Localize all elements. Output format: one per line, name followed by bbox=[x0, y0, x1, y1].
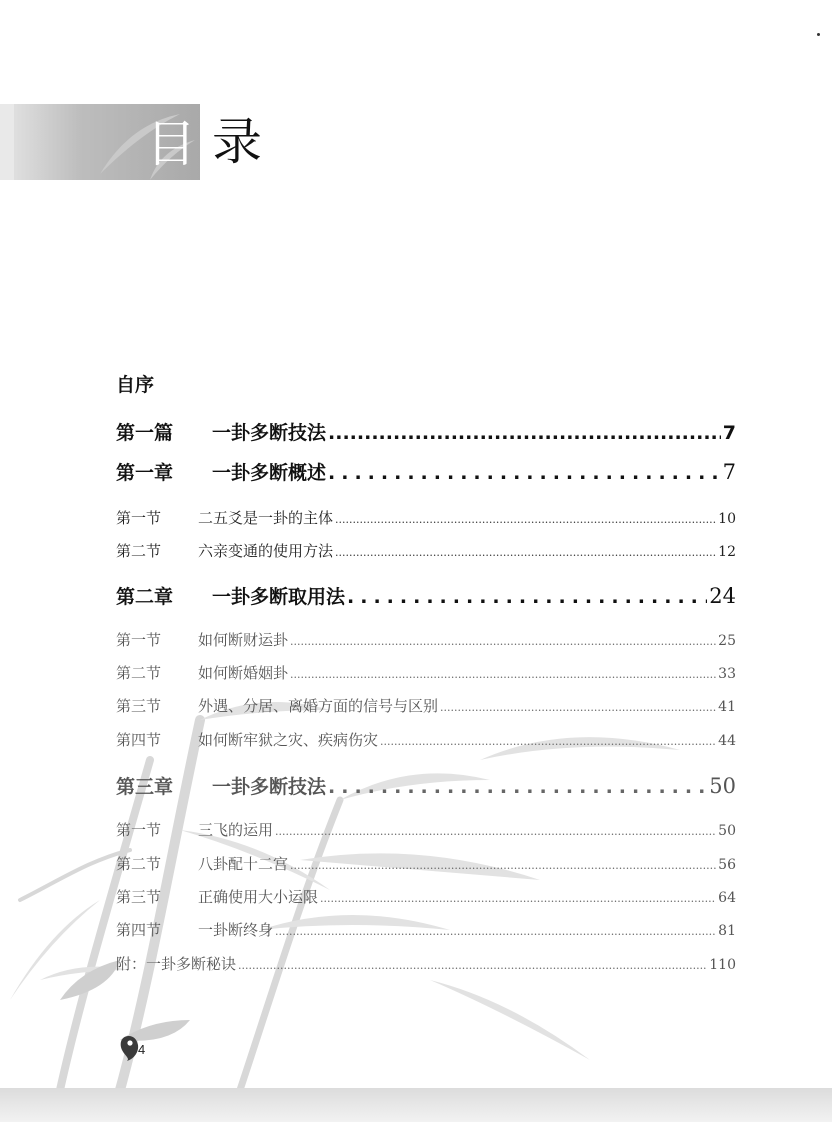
section-page: 44 bbox=[718, 733, 736, 749]
section-title: 如何断牢狱之灾、疾病伤灾 bbox=[198, 731, 379, 749]
chapter-number: 第三章 bbox=[116, 776, 174, 798]
toc-section-entry bbox=[116, 886, 736, 907]
chapter-title: 一卦多断概述 bbox=[212, 462, 327, 484]
chapter-page: 24 bbox=[709, 584, 736, 608]
section-number: 第二节 bbox=[116, 664, 162, 682]
section-number: 第四节 bbox=[116, 731, 162, 749]
chapter-number: 第二章 bbox=[116, 586, 174, 608]
toc-chapter-entry bbox=[116, 582, 736, 609]
section-number: 第三节 bbox=[116, 697, 162, 715]
part-number: 第一篇 bbox=[116, 422, 174, 444]
toc-section-entry bbox=[116, 729, 736, 750]
chapter-number: 第一章 bbox=[116, 462, 174, 484]
leader-dots bbox=[347, 586, 707, 608]
section-title: 三飞的运用 bbox=[198, 821, 274, 839]
toc-section-entry bbox=[116, 919, 736, 940]
toc-part-entry bbox=[116, 418, 736, 445]
section-page: 50 bbox=[718, 823, 736, 839]
leader-dots bbox=[328, 462, 721, 484]
chapter-title: 一卦多断取用法 bbox=[212, 586, 346, 608]
chapter-page: 7 bbox=[722, 460, 736, 484]
page-title-char-1: 目 bbox=[146, 115, 196, 173]
section-title: 如何断财运卦 bbox=[198, 631, 289, 649]
section-page: 33 bbox=[718, 666, 736, 682]
leader-dots bbox=[335, 513, 716, 526]
section-number: 第一节 bbox=[116, 821, 162, 839]
section-title: 六亲变通的使用方法 bbox=[198, 542, 334, 560]
toc-section-entry bbox=[116, 540, 736, 561]
leader-dots bbox=[275, 925, 716, 938]
section-number: 第一节 bbox=[116, 631, 162, 649]
toc-chapter-entry bbox=[116, 772, 736, 799]
section-page: 10 bbox=[718, 511, 736, 527]
leader-dots bbox=[328, 422, 721, 444]
section-title: 正确使用大小运限 bbox=[198, 888, 319, 906]
page-bottom-shadow bbox=[0, 1088, 832, 1122]
section-title: 八卦配十二宫 bbox=[198, 855, 289, 873]
toc-section-entry bbox=[116, 819, 736, 840]
page-title-char-2: 录 bbox=[212, 113, 262, 171]
scan-speck bbox=[817, 33, 820, 36]
section-page: 25 bbox=[718, 633, 736, 649]
section-page: 12 bbox=[718, 544, 736, 560]
section-page: 56 bbox=[718, 857, 736, 873]
leader-dots bbox=[328, 776, 707, 798]
section-page: 64 bbox=[718, 890, 736, 906]
header-left-strip bbox=[0, 104, 14, 180]
leader-dots bbox=[290, 859, 716, 872]
leader-dots bbox=[290, 668, 716, 681]
chapter-title: 一卦多断技法 bbox=[212, 776, 327, 798]
toc-section-entry bbox=[116, 629, 736, 650]
section-number: 第三节 bbox=[116, 888, 162, 906]
part-title: 一卦多断技法 bbox=[212, 422, 327, 444]
section-title: 如何断婚姻卦 bbox=[198, 664, 289, 682]
leader-dots bbox=[238, 959, 707, 972]
toc-section-entry bbox=[116, 662, 736, 683]
leader-dots bbox=[320, 892, 716, 905]
toc-chapter-entry bbox=[116, 458, 736, 485]
leader-dots bbox=[275, 825, 716, 838]
toc-section-entry bbox=[116, 695, 736, 716]
leader-dots bbox=[440, 701, 716, 714]
section-number: 第二节 bbox=[116, 542, 162, 560]
chapter-page: 50 bbox=[709, 774, 736, 798]
section-page: 41 bbox=[718, 699, 736, 715]
toc-appendix-entry bbox=[116, 953, 736, 974]
section-title: 外遇、分居、离婚方面的信号与区别 bbox=[198, 697, 439, 715]
section-page: 81 bbox=[718, 923, 736, 939]
toc-section-entry bbox=[116, 853, 736, 874]
leader-dots bbox=[335, 546, 716, 559]
appendix-title: 附：一卦多断秘诀 bbox=[116, 955, 237, 973]
leader-dots bbox=[290, 635, 716, 648]
section-title: 二五爻是一卦的主体 bbox=[198, 509, 334, 527]
section-number: 第二节 bbox=[116, 855, 162, 873]
appendix-page: 110 bbox=[709, 957, 736, 973]
part-page: 7 bbox=[722, 422, 736, 444]
toc-section-entry bbox=[116, 507, 736, 528]
preface-heading: 自序 bbox=[116, 374, 155, 396]
section-number: 第四节 bbox=[116, 921, 162, 939]
page-number: 4 bbox=[138, 1042, 146, 1057]
section-title: 一卦断终身 bbox=[198, 921, 274, 939]
yin-yang-icon bbox=[118, 1034, 140, 1062]
section-number: 第一节 bbox=[116, 509, 162, 527]
leader-dots bbox=[380, 735, 716, 748]
